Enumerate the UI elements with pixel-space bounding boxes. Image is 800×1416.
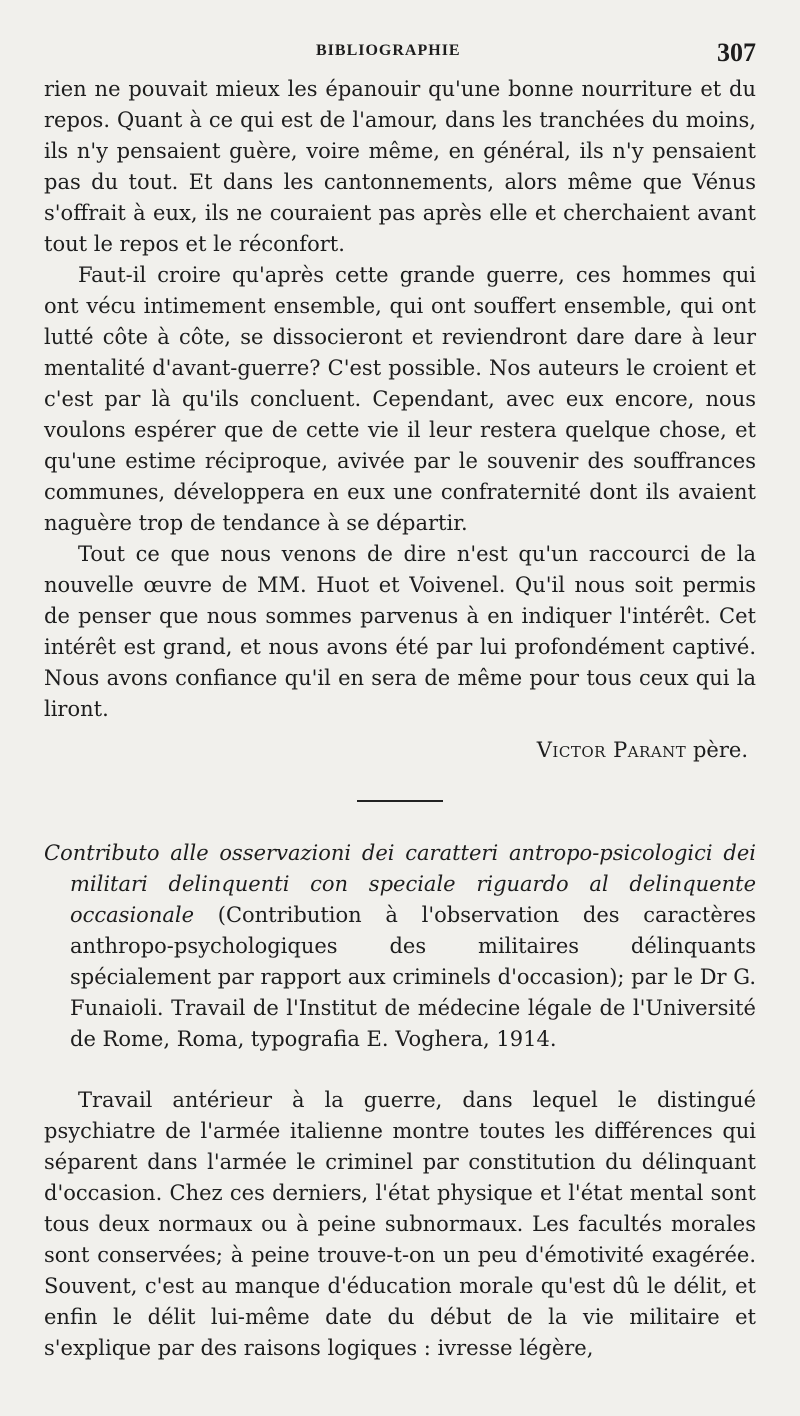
article-paragraph-3: Tout ce que nous venons de dire n'est qu'un raccourci de la nouvelle œuvre de MM. Huot et Voivenel. Qu'il nous soit permis de penser que nous sommes parvenus à en indiquer l'intérêt. Cet intérêt est grand, et nous avons été par lui profondément captivé. Nous avons confiance qu'il en sera de même pour tous ceux qui la liront. [44, 542, 756, 721]
article-paragraph-2: Faut-il croire qu'après cette grande guerre, ces hommes qui ont vécu intimement ensemble, qui ont souffert ensemble, qui ont lutté côte à côte, se dissocieront et reviendront dare dare à leur mentalité d'avant-guerre? C'est possible. Nos auteurs le croient et c'est par là qu'ils concluent. Cependant, avec eux encore, nous voulons espérer que de cette vie il leur restera quelque chose, et qu'une estime réciproque, avivée par le souvenir des souffrances communes, développera en eux une confraternité dont ils avaient naguère trop de tendance à se départir. [44, 263, 756, 535]
page-number: 307 [717, 38, 756, 67]
review-paragraph: Travail antérieur à la guerre, dans lequel le distingué psychiatre de l'armée italienne montre toutes les différences qui séparent dans l'armée le criminel par constitution du délinquant d'occasion. Chez ces derniers, l'état physique et l'état mental sont tous deux normaux ou à peine subnormaux. Les facultés morales sont conservées; à peine trouve-t-on un peu d'émotivité exagérée. Souvent, c'est au manque d'éducation morale qu'est dû le délit, et enfin le délit lui-même date du début de la vie militaire et s'explique par des raisons logiques : ivresse légère, [44, 1088, 756, 1360]
signature-name: Victor Parant [536, 738, 687, 762]
spacer [44, 1055, 756, 1085]
running-head [44, 34, 756, 74]
author-signature [44, 735, 756, 766]
bibliographic-entry [44, 838, 756, 1055]
entry-details: (Contribution à l'observation des caractères anthropo-psychologiques des militaires délinquants spécialement par rapport aux criminels d'occasion); par le Dr G. Funaioli. Travail de l'Institut de médecine légale de l'Université de Rome, Roma, typografia E. Voghera, 1914. [70, 903, 756, 1051]
article-text [44, 74, 756, 725]
signature-suffix: père. [686, 738, 748, 762]
entry-title: Contributo alle osservazioni dei caratteri antropo-psicologici dei militari delinquenti con speciale riguardo al delinquente occasionale [44, 841, 756, 927]
section-divider [357, 800, 443, 802]
running-title: BIBLIOGRAPHIE [316, 42, 461, 59]
article-paragraph-1: rien ne pouvait mieux les épanouir qu'une bonne nourriture et du repos. Quant à ce qui est de l'amour, dans les tranchées du moins, ils n'y pensaient guère, voire même, en général, ils n'y pensaient pas du tout. Et dans les cantonnements, alors même que Vénus s'offrait à eux, ils ne couraient pas après elle et cherchaient avant tout le repos et le réconfort. [44, 77, 756, 256]
